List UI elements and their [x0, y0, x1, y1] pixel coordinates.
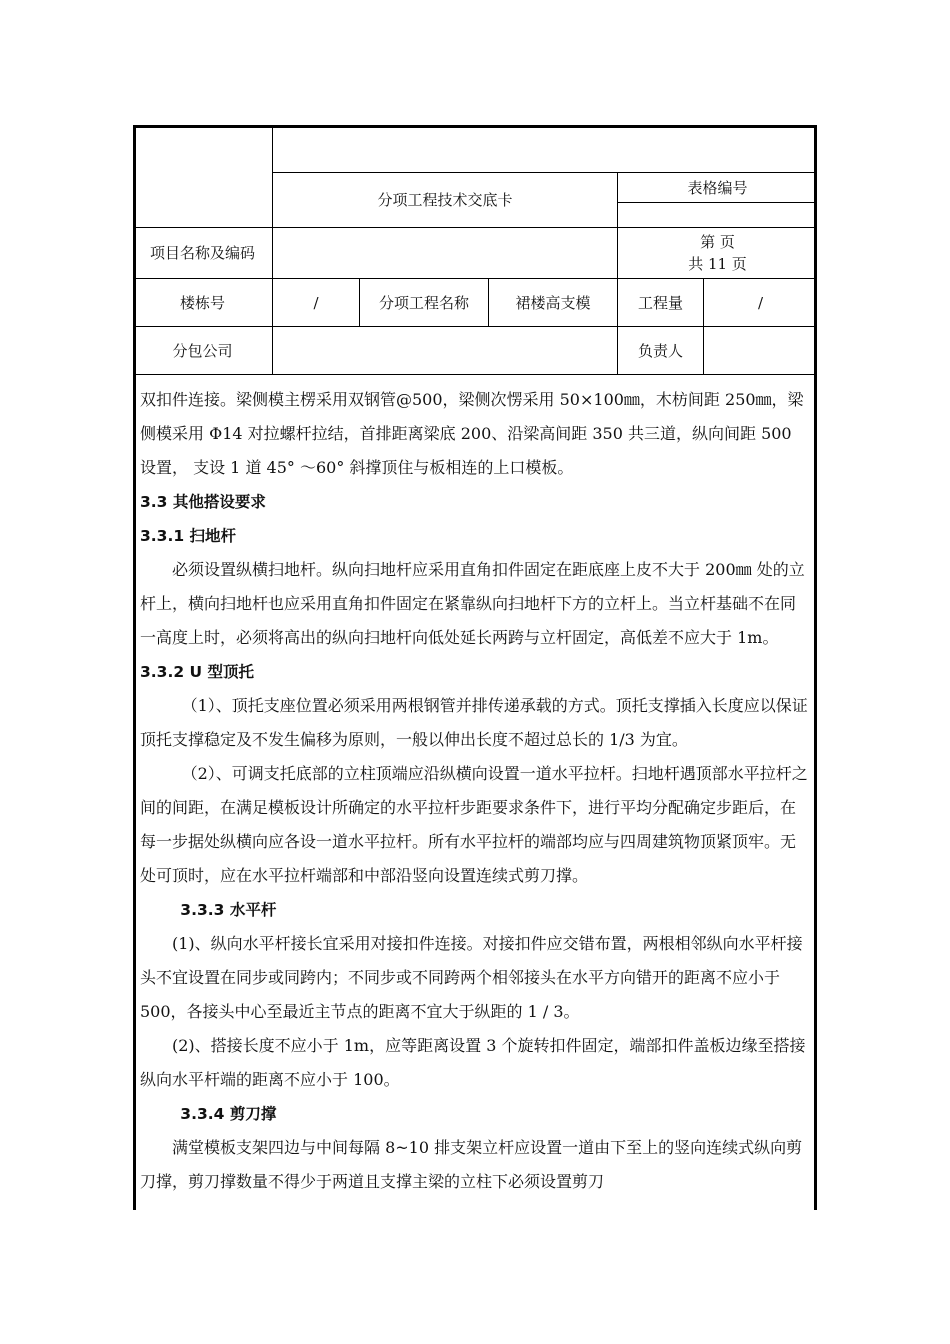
disclosure-content	[140, 383, 810, 1199]
subsection-heading: 3.3.4 剪刀撑	[180, 1105, 277, 1123]
quantity-value: /	[757, 293, 764, 312]
page-info	[618, 228, 817, 278]
subproject-label: 分项工程名称	[378, 293, 469, 312]
form-number-label: 表格编号	[687, 178, 748, 197]
paragraph: (2)、搭接长度不应小于 1m，应等距离设置 3 个旋转扣件固定，端部扣件盖板边缘至搭接纵向水平杆端的距离不应小于 100。	[140, 1036, 806, 1089]
building-value: /	[313, 293, 319, 312]
paragraph: 必须设置纵横扫地杆。纵向扫地杆应采用直角扣件固定在距底座上皮不大于 200㎜ 处的立杆上，横向扫地杆也应采用直角扣件固定在紧靠纵向扫地杆下方的立杆上。当立杆基础不在同一高度上时，必须将高出的纵向扫地杆向低处延长两跨与立杆固定，高低差不应大于 1m。	[140, 560, 805, 647]
paragraph: 满堂模板支架四边与中间每隔 8~10 排支架立杆应设置一道由下至上的竖向连续式纵向剪刀撑，剪刀撑数量不得少于两道且支撑主梁的立柱下必须设置剪刀	[140, 1138, 803, 1191]
paragraph: 双扣件连接。梁侧模主楞采用双钢管@500，梁侧次愣采用 50×100㎜，木枋间距 250㎜，梁侧模采用 Φ14 对拉螺杆拉结，首排距离梁底 200、沿梁高间距 350 共三道，纵向间距 500 设置， 支设 1 道 45° ～60° 斜撑顶住与板相连的上口模板。	[140, 390, 804, 477]
subsection-heading: 3.3.1 扫地杆	[140, 527, 237, 545]
subsection-heading: 3.3.2 U 型顶托	[140, 663, 255, 681]
paragraph: （1）、顶托支座位置必须采用两根钢管并排传递承载的方式。顶托支撑插入长度应以保证顶托支撑稳定及不发生偏移为原则，一般以伸出长度不超过总长的 1/3 为宜。	[140, 696, 808, 749]
paragraph: （2）、可调支托底部的立柱顶端应沿纵横向设置一道水平拉杆。扫地杆遇顶部水平拉杆之间的间距，在满足模板设计所确定的水平拉杆步距要求条件下，进行平均分配确定步距后，在每一步据处纵横向应各设一道水平拉杆。所有水平拉杆的端部均应与四周建筑物顶紧顶牢。无处可顶时，应在水平拉杆端部和中部沿竖向设置连续式剪刀撑。	[140, 764, 808, 885]
subcontractor-label: 分包公司	[172, 341, 233, 360]
subproject-value: 裙楼高支模	[515, 293, 591, 312]
project-name-label: 项目名称及编码	[149, 244, 255, 262]
building-label: 楼栋号	[179, 293, 225, 312]
responsible-person-label: 负责人	[637, 341, 683, 360]
total-pages: 共 11 页	[688, 255, 747, 273]
table-rule	[272, 127, 273, 374]
table-rule	[618, 202, 817, 203]
section-heading: 3.3 其他搭设要求	[140, 493, 266, 511]
table-rule	[133, 374, 817, 375]
form-title: 分项工程技术交底卡	[377, 191, 513, 209]
quantity-label: 工程量	[637, 293, 683, 312]
page-number: 第 页	[700, 233, 735, 251]
paragraph: (1)、纵向水平杆接长宜采用对接扣件连接。对接扣件应交错布置，两根相邻纵向水平杆接头不宜设置在同步或同跨内；不同步或不同跨两个相邻接头在水平方向错开的距离不应小于 500，各接头中心至最近主节点的距离不宜大于纵距的 1 / 3。	[140, 934, 803, 1021]
subsection-heading: 3.3.3 水平杆	[180, 901, 277, 919]
